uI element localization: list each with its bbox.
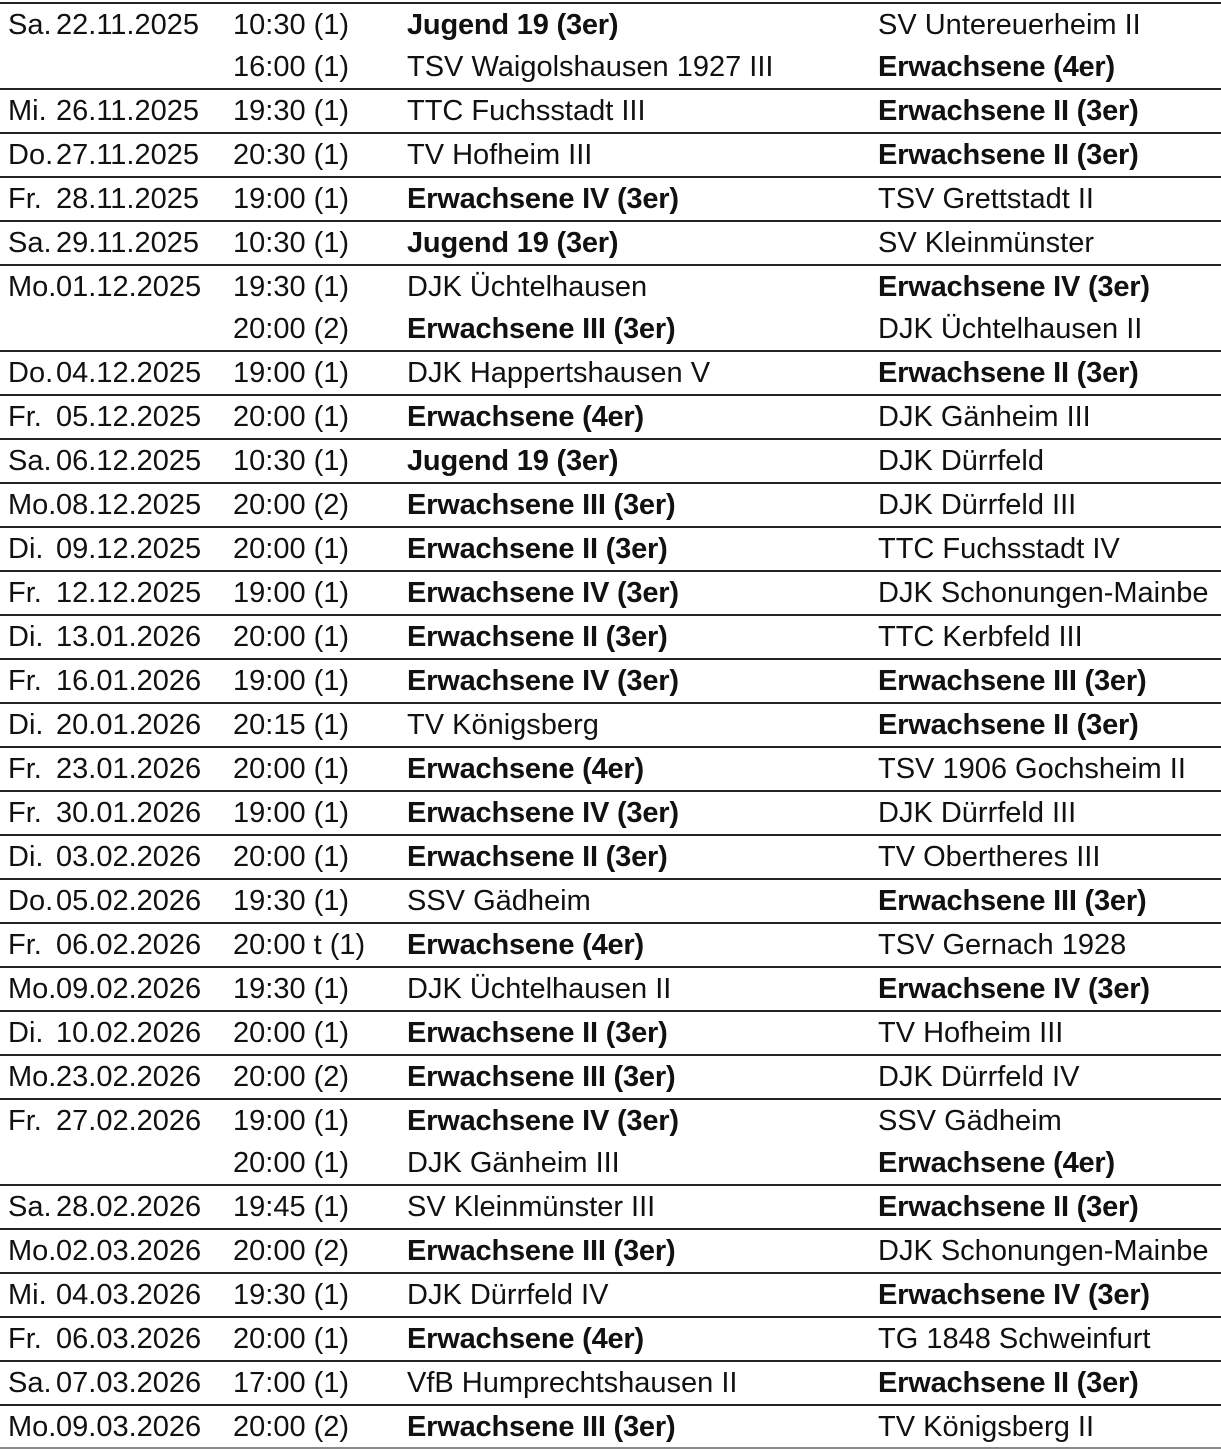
away-team-cell: Erwachsene (4er) bbox=[878, 1146, 1115, 1179]
match-row bbox=[0, 1054, 1221, 1098]
home-team-cell: Erwachsene (4er) bbox=[407, 928, 644, 961]
date-value: 27.11.2025 bbox=[56, 138, 199, 171]
date-value: 22.11.2025 bbox=[56, 8, 199, 41]
home-team-cell: TV Hofheim III bbox=[407, 138, 593, 171]
day-abbrev: Mo. bbox=[8, 972, 57, 1005]
time-cell: 19:00 (1) bbox=[233, 356, 350, 389]
home-team-cell: Erwachsene IV (3er) bbox=[407, 182, 679, 215]
match-row bbox=[0, 966, 1221, 1010]
away-team-cell: Erwachsene II (3er) bbox=[878, 356, 1139, 389]
date-cell bbox=[0, 1235, 233, 1268]
home-team-cell: SSV Gädheim bbox=[407, 884, 591, 917]
home-team-cell: Erwachsene IV (3er) bbox=[407, 796, 679, 829]
match-row bbox=[0, 308, 1221, 350]
date-cell bbox=[0, 1323, 233, 1356]
away-team-cell: Erwachsene (4er) bbox=[878, 50, 1115, 83]
day-abbrev: Fr. bbox=[8, 576, 42, 609]
time-cell: 19:30 (1) bbox=[233, 972, 350, 1005]
date-cell bbox=[0, 1017, 233, 1050]
home-team-cell: TSV Waigolshausen 1927 III bbox=[407, 50, 774, 83]
date-cell bbox=[0, 271, 233, 304]
day-abbrev: Fr. bbox=[8, 1104, 42, 1137]
match-row bbox=[0, 658, 1221, 702]
time-cell: 20:00 (1) bbox=[233, 1322, 350, 1355]
day-abbrev: Fr. bbox=[8, 928, 42, 961]
away-team-cell: TV Obertheres III bbox=[878, 840, 1101, 873]
time-cell: 19:00 (1) bbox=[233, 664, 350, 697]
time-cell: 10:30 (1) bbox=[233, 8, 350, 41]
home-team-cell: TV Königsberg bbox=[407, 708, 599, 741]
match-row bbox=[0, 1010, 1221, 1054]
date-cell bbox=[0, 445, 233, 478]
match-row bbox=[0, 790, 1221, 834]
time-cell: 20:30 (1) bbox=[233, 138, 350, 171]
date-cell bbox=[0, 929, 233, 962]
date-value: 06.12.2025 bbox=[56, 444, 202, 477]
time-cell: 17:00 (1) bbox=[233, 1366, 350, 1399]
match-row bbox=[0, 1184, 1221, 1228]
match-row bbox=[0, 46, 1221, 88]
day-abbrev: Sa. bbox=[8, 1366, 52, 1399]
time-cell: 20:00 (2) bbox=[233, 1060, 350, 1093]
date-value: 23.02.2026 bbox=[56, 1060, 202, 1093]
away-team-cell: TSV 1906 Gochsheim II bbox=[878, 752, 1186, 785]
time-cell: 19:30 (1) bbox=[233, 94, 350, 127]
date-value: 10.02.2026 bbox=[56, 1016, 202, 1049]
time-cell: 19:30 (1) bbox=[233, 270, 350, 303]
time-cell: 19:00 (1) bbox=[233, 1104, 350, 1137]
day-abbrev: Di. bbox=[8, 1016, 44, 1049]
day-abbrev: Fr. bbox=[8, 796, 42, 829]
time-cell: 19:45 (1) bbox=[233, 1190, 350, 1223]
match-row bbox=[0, 1272, 1221, 1316]
date-value: 13.01.2026 bbox=[56, 620, 202, 653]
away-team-cell: TTC Fuchsstadt IV bbox=[878, 532, 1120, 565]
away-team-cell: TV Hofheim III bbox=[878, 1016, 1064, 1049]
time-cell: 10:30 (1) bbox=[233, 444, 350, 477]
home-team-cell: Erwachsene III (3er) bbox=[407, 1234, 676, 1267]
date-value: 28.11.2025 bbox=[56, 182, 199, 215]
away-team-cell: TSV Grettstadt II bbox=[878, 182, 1094, 215]
away-team-cell: Erwachsene II (3er) bbox=[878, 708, 1139, 741]
date-value: 09.02.2026 bbox=[56, 972, 202, 1005]
day-abbrev: Di. bbox=[8, 532, 44, 565]
match-row bbox=[0, 132, 1221, 176]
match-row bbox=[0, 264, 1221, 308]
match-row bbox=[0, 2, 1221, 46]
date-value: 20.01.2026 bbox=[56, 708, 202, 741]
away-team-cell: Erwachsene II (3er) bbox=[878, 1190, 1139, 1223]
date-value: 23.01.2026 bbox=[56, 752, 202, 785]
day-abbrev: Fr. bbox=[8, 1322, 42, 1355]
date-cell bbox=[0, 621, 233, 654]
day-abbrev: Mo. bbox=[8, 270, 57, 303]
date-value: 02.03.2026 bbox=[56, 1234, 202, 1267]
time-cell: 16:00 (1) bbox=[233, 50, 350, 83]
date-value: 01.12.2025 bbox=[56, 270, 202, 303]
away-team-cell: TV Königsberg II bbox=[878, 1410, 1094, 1443]
date-value: 29.11.2025 bbox=[56, 226, 199, 259]
time-cell: 20:00 (1) bbox=[233, 1016, 350, 1049]
time-cell: 20:00 (1) bbox=[233, 400, 350, 433]
home-team-cell: Jugend 19 (3er) bbox=[407, 8, 619, 41]
date-cell bbox=[0, 1061, 233, 1094]
day-abbrev: Di. bbox=[8, 620, 44, 653]
date-cell bbox=[0, 1411, 233, 1444]
away-team-cell: DJK Gänheim III bbox=[878, 400, 1091, 433]
home-team-cell: Erwachsene II (3er) bbox=[407, 1016, 668, 1049]
match-row bbox=[0, 1316, 1221, 1360]
day-abbrev: Mo. bbox=[8, 488, 57, 521]
time-cell: 20:00 (1) bbox=[233, 840, 350, 873]
away-team-cell: SV Kleinmünster bbox=[878, 226, 1094, 259]
day-abbrev: Sa. bbox=[8, 444, 52, 477]
home-team-cell: DJK Happertshausen V bbox=[407, 356, 711, 389]
date-cell bbox=[0, 357, 233, 390]
time-cell: 19:30 (1) bbox=[233, 884, 350, 917]
date-cell bbox=[0, 489, 233, 522]
match-row bbox=[0, 438, 1221, 482]
date-cell bbox=[0, 401, 233, 434]
home-team-cell: Erwachsene (4er) bbox=[407, 752, 644, 785]
match-row bbox=[0, 88, 1221, 132]
day-abbrev: Fr. bbox=[8, 400, 42, 433]
away-team-cell: SSV Gädheim bbox=[878, 1104, 1062, 1137]
time-cell: 20:00 (1) bbox=[233, 532, 350, 565]
away-team-cell: TTC Kerbfeld III bbox=[878, 620, 1083, 653]
away-team-cell: DJK Dürrfeld III bbox=[878, 488, 1077, 521]
time-cell: 20:00 (2) bbox=[233, 1410, 350, 1443]
time-cell: 20:00 t (1) bbox=[233, 928, 366, 961]
date-cell bbox=[0, 973, 233, 1006]
date-value: 06.03.2026 bbox=[56, 1322, 202, 1355]
away-team-cell: DJK Dürrfeld bbox=[878, 444, 1044, 477]
match-row bbox=[0, 702, 1221, 746]
date-value: 09.12.2025 bbox=[56, 532, 202, 565]
home-team-cell: Erwachsene IV (3er) bbox=[407, 664, 679, 697]
away-team-cell: Erwachsene II (3er) bbox=[878, 138, 1139, 171]
away-team-cell: Erwachsene II (3er) bbox=[878, 94, 1139, 127]
match-row bbox=[0, 746, 1221, 790]
date-value: 09.03.2026 bbox=[56, 1410, 202, 1443]
home-team-cell: Erwachsene II (3er) bbox=[407, 840, 668, 873]
date-cell bbox=[0, 183, 233, 216]
match-row bbox=[0, 220, 1221, 264]
day-abbrev: Mo. bbox=[8, 1410, 57, 1443]
day-abbrev: Mi. bbox=[8, 1278, 47, 1311]
match-row bbox=[0, 526, 1221, 570]
time-cell: 20:00 (2) bbox=[233, 1234, 350, 1267]
day-abbrev: Fr. bbox=[8, 182, 42, 215]
time-cell: 19:00 (1) bbox=[233, 796, 350, 829]
date-cell bbox=[0, 139, 233, 172]
time-cell: 20:15 (1) bbox=[233, 708, 350, 741]
date-cell bbox=[0, 227, 233, 260]
away-team-cell: DJK Schonungen-Mainbe bbox=[878, 576, 1209, 609]
date-value: 16.01.2026 bbox=[56, 664, 202, 697]
away-team-cell: Erwachsene III (3er) bbox=[878, 884, 1147, 917]
date-cell bbox=[0, 885, 233, 918]
date-cell bbox=[0, 533, 233, 566]
home-team-cell: Jugend 19 (3er) bbox=[407, 444, 619, 477]
home-team-cell: Erwachsene III (3er) bbox=[407, 488, 676, 521]
match-row bbox=[0, 1404, 1221, 1448]
home-team-cell: Erwachsene III (3er) bbox=[407, 312, 676, 345]
home-team-cell: Erwachsene II (3er) bbox=[407, 532, 668, 565]
away-team-cell: Erwachsene IV (3er) bbox=[878, 1278, 1150, 1311]
day-abbrev: Sa. bbox=[8, 8, 52, 41]
time-cell: 20:00 (1) bbox=[233, 752, 350, 785]
day-abbrev: Di. bbox=[8, 840, 44, 873]
date-value: 28.02.2026 bbox=[56, 1190, 202, 1223]
date-value: 27.02.2026 bbox=[56, 1104, 202, 1137]
home-team-cell: DJK Üchtelhausen II bbox=[407, 972, 672, 1005]
home-team-cell: Erwachsene (4er) bbox=[407, 400, 644, 433]
date-cell bbox=[0, 841, 233, 874]
time-cell: 20:00 (2) bbox=[233, 488, 350, 521]
match-row bbox=[0, 394, 1221, 438]
date-cell bbox=[0, 1367, 233, 1400]
time-cell: 20:00 (1) bbox=[233, 620, 350, 653]
day-abbrev: Mo. bbox=[8, 1060, 57, 1093]
away-team-cell: DJK Dürrfeld IV bbox=[878, 1060, 1080, 1093]
match-row bbox=[0, 570, 1221, 614]
home-team-cell: Erwachsene IV (3er) bbox=[407, 1104, 679, 1137]
match-row bbox=[0, 834, 1221, 878]
date-cell bbox=[0, 1105, 233, 1138]
home-team-cell: Jugend 19 (3er) bbox=[407, 226, 619, 259]
time-cell: 19:00 (1) bbox=[233, 182, 350, 215]
day-abbrev: Sa. bbox=[8, 1190, 52, 1223]
match-row bbox=[0, 482, 1221, 526]
match-row bbox=[0, 176, 1221, 220]
match-row bbox=[0, 1360, 1221, 1404]
match-row bbox=[0, 1228, 1221, 1272]
date-cell bbox=[0, 577, 233, 610]
match-row bbox=[0, 614, 1221, 658]
date-value: 05.02.2026 bbox=[56, 884, 202, 917]
date-cell bbox=[0, 709, 233, 742]
time-cell: 20:00 (1) bbox=[233, 1146, 350, 1179]
home-team-cell: Erwachsene IV (3er) bbox=[407, 576, 679, 609]
date-value: 04.03.2026 bbox=[56, 1278, 202, 1311]
date-value: 06.02.2026 bbox=[56, 928, 202, 961]
date-cell bbox=[0, 95, 233, 128]
away-team-cell: DJK Schonungen-Mainbe bbox=[878, 1234, 1209, 1267]
date-cell bbox=[0, 1279, 233, 1312]
away-team-cell: DJK Dürrfeld III bbox=[878, 796, 1077, 829]
away-team-cell: Erwachsene III (3er) bbox=[878, 664, 1147, 697]
day-abbrev: Mo. bbox=[8, 1234, 57, 1267]
match-row bbox=[0, 1142, 1221, 1184]
date-cell bbox=[0, 1191, 233, 1224]
time-cell: 19:30 (1) bbox=[233, 1278, 350, 1311]
date-cell bbox=[0, 797, 233, 830]
away-team-cell: SV Untereuerheim II bbox=[878, 8, 1141, 41]
day-abbrev: Mi. bbox=[8, 94, 47, 127]
day-abbrev: Do. bbox=[8, 356, 54, 389]
home-team-cell: Erwachsene II (3er) bbox=[407, 620, 668, 653]
date-cell bbox=[0, 9, 233, 42]
date-value: 12.12.2025 bbox=[56, 576, 202, 609]
day-abbrev: Do. bbox=[8, 138, 54, 171]
date-value: 30.01.2026 bbox=[56, 796, 202, 829]
day-abbrev: Fr. bbox=[8, 752, 42, 785]
date-value: 07.03.2026 bbox=[56, 1366, 202, 1399]
home-team-cell: DJK Dürrfeld IV bbox=[407, 1278, 609, 1311]
date-value: 03.02.2026 bbox=[56, 840, 202, 873]
home-team-cell: Erwachsene (4er) bbox=[407, 1322, 644, 1355]
date-value: 04.12.2025 bbox=[56, 356, 202, 389]
schedule-rows bbox=[0, 2, 1221, 1448]
away-team-cell: Erwachsene IV (3er) bbox=[878, 270, 1150, 303]
match-row bbox=[0, 350, 1221, 394]
away-team-cell: TG 1848 Schweinfurt bbox=[878, 1322, 1151, 1355]
date-value: 08.12.2025 bbox=[56, 488, 202, 521]
day-abbrev: Fr. bbox=[8, 664, 42, 697]
home-team-cell: SV Kleinmünster III bbox=[407, 1190, 656, 1223]
date-value: 05.12.2025 bbox=[56, 400, 202, 433]
away-team-cell: DJK Üchtelhausen II bbox=[878, 312, 1143, 345]
match-row bbox=[0, 922, 1221, 966]
date-value: 26.11.2025 bbox=[56, 94, 199, 127]
match-row bbox=[0, 878, 1221, 922]
away-team-cell: TSV Gernach 1928 bbox=[878, 928, 1127, 961]
day-abbrev: Do. bbox=[8, 884, 54, 917]
home-team-cell: TTC Fuchsstadt III bbox=[407, 94, 646, 127]
date-cell bbox=[0, 665, 233, 698]
time-cell: 10:30 (1) bbox=[233, 226, 350, 259]
home-team-cell: VfB Humprechtshausen II bbox=[407, 1366, 738, 1399]
away-team-cell: Erwachsene IV (3er) bbox=[878, 972, 1150, 1005]
match-row bbox=[0, 1098, 1221, 1142]
date-cell bbox=[0, 753, 233, 786]
home-team-cell: DJK Üchtelhausen bbox=[407, 270, 648, 303]
home-team-cell: Erwachsene III (3er) bbox=[407, 1410, 676, 1443]
home-team-cell: DJK Gänheim III bbox=[407, 1146, 620, 1179]
day-abbrev: Sa. bbox=[8, 226, 52, 259]
time-cell: 19:00 (1) bbox=[233, 576, 350, 609]
time-cell: 20:00 (2) bbox=[233, 312, 350, 345]
home-team-cell: Erwachsene III (3er) bbox=[407, 1060, 676, 1093]
away-team-cell: Erwachsene II (3er) bbox=[878, 1366, 1139, 1399]
day-abbrev: Di. bbox=[8, 708, 44, 741]
